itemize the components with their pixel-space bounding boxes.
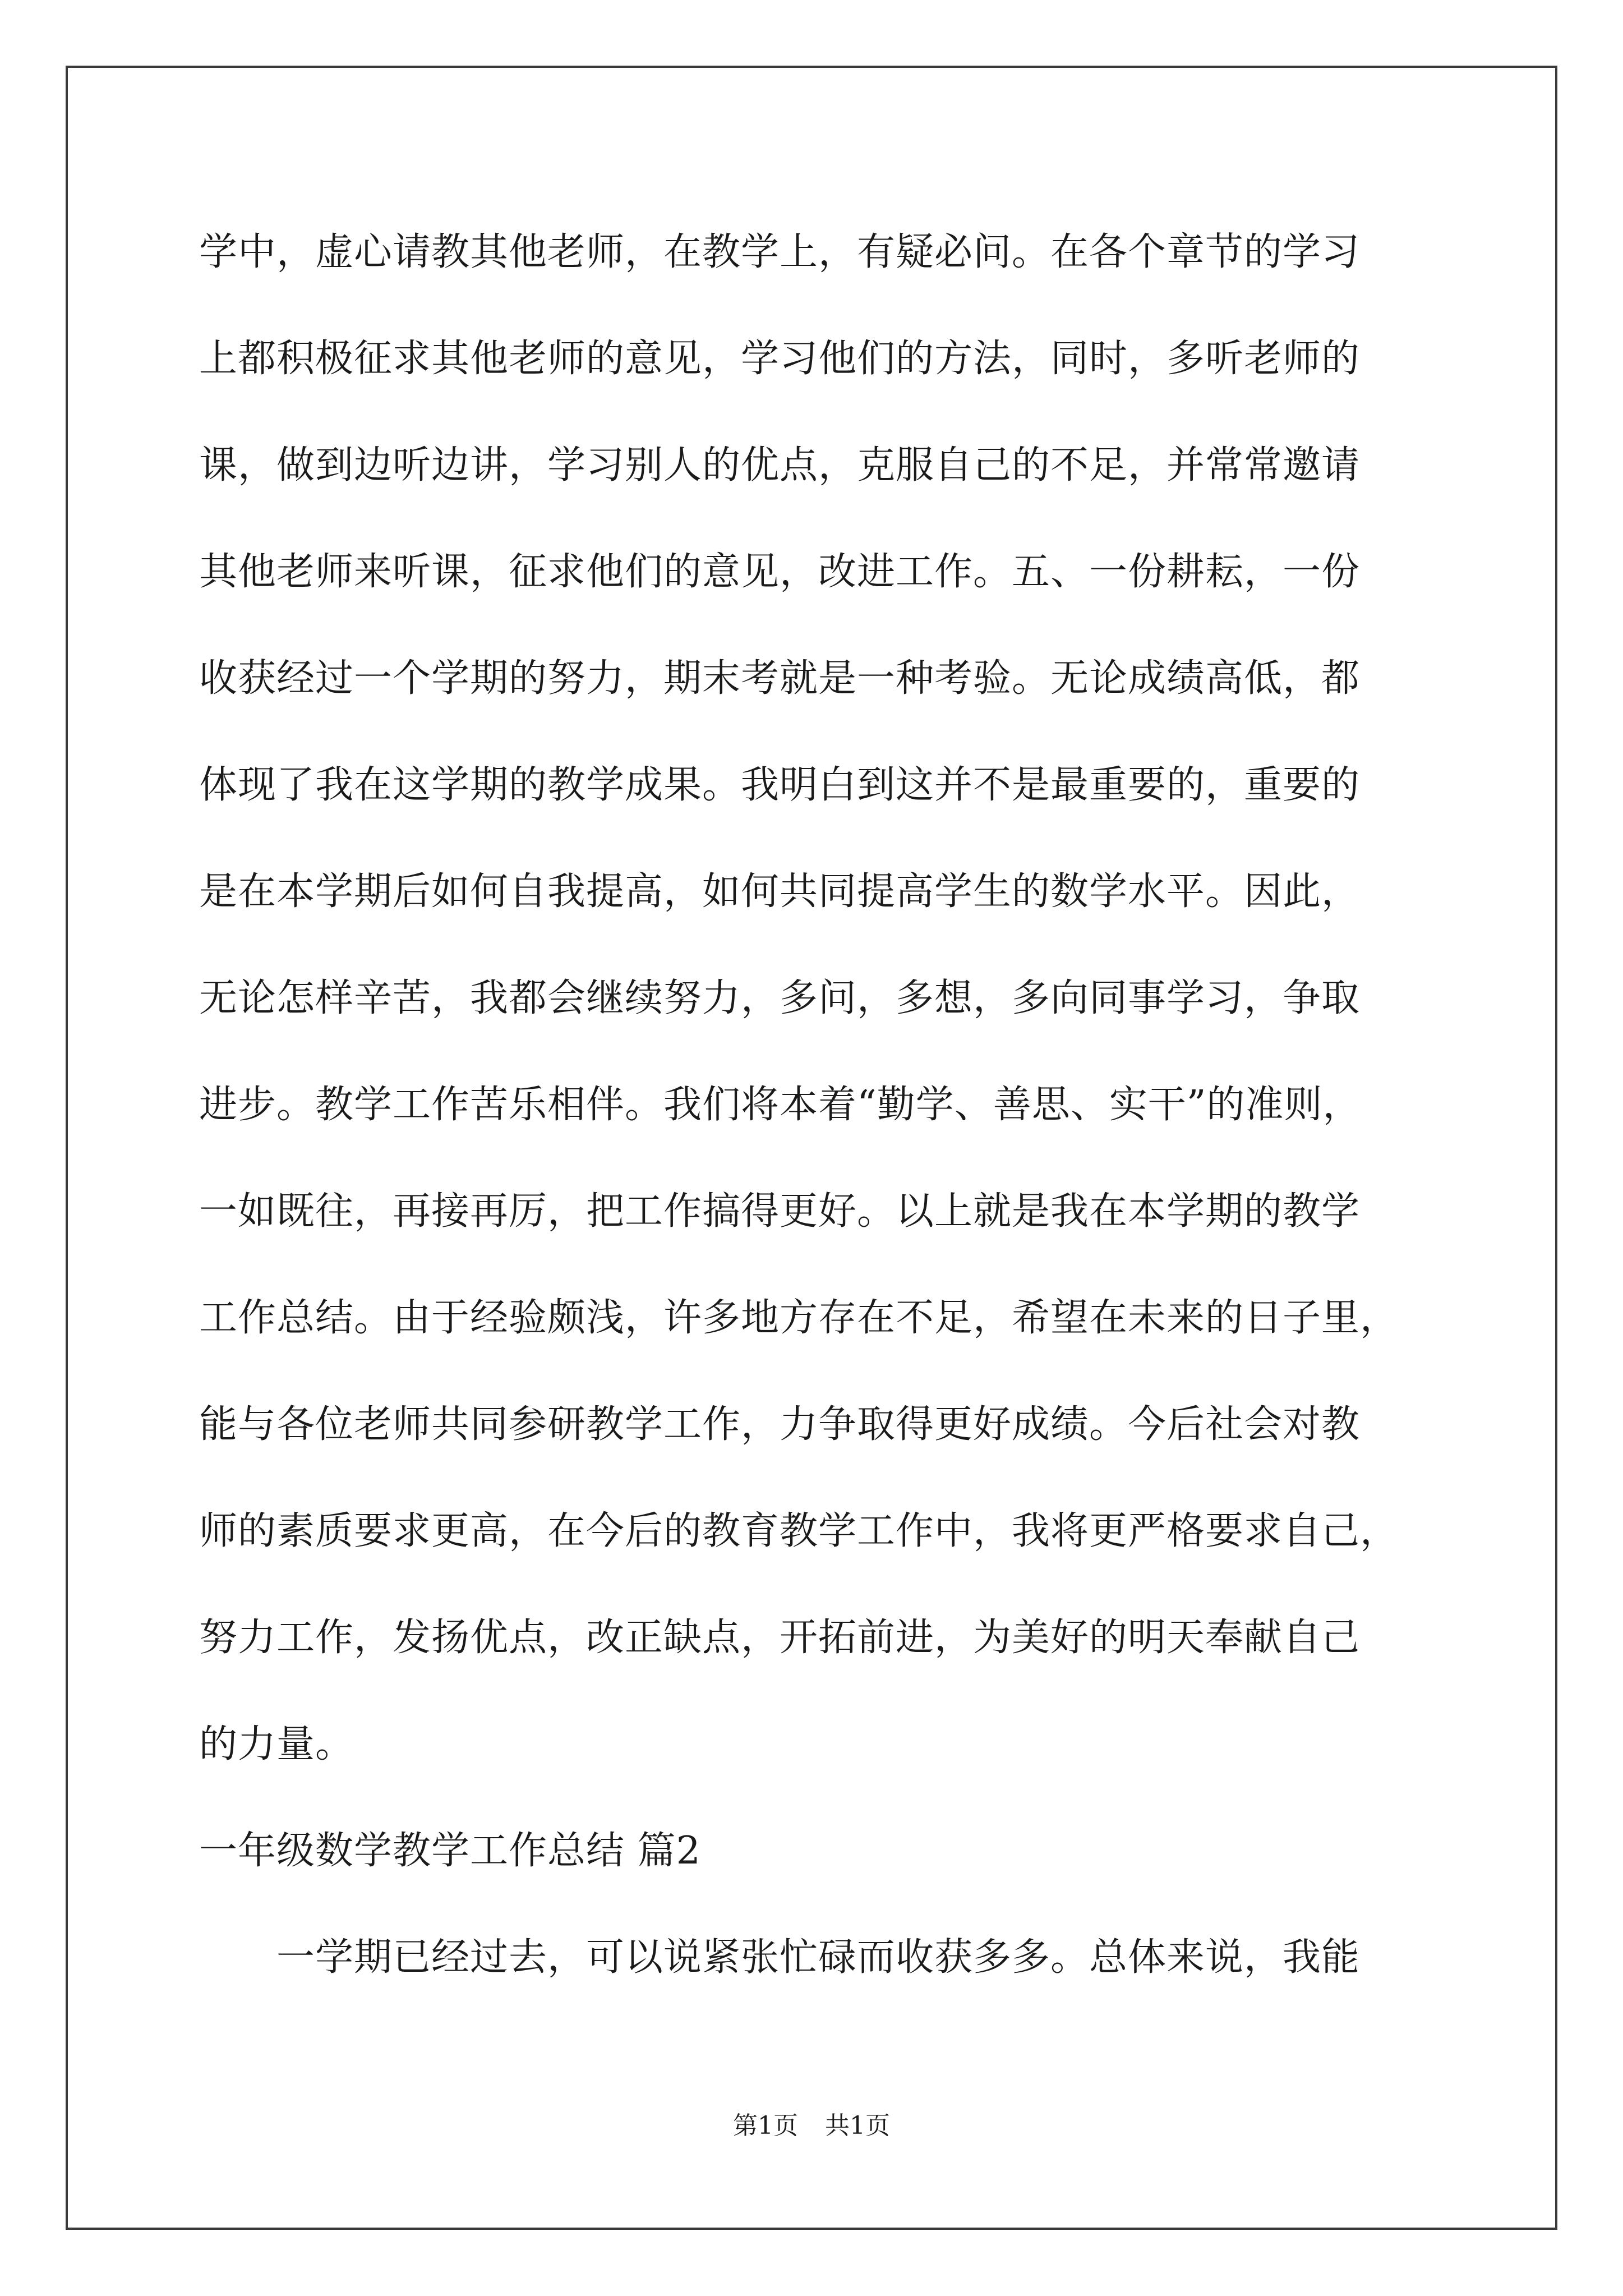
section-heading: 一年级数学教学工作总结 篇2: [199, 1829, 701, 1873]
page-footer: [0, 2109, 1623, 2143]
total-pages: 共1页: [825, 2111, 890, 2140]
text-line: 工作总结。由于经验颇浅，许多地方存在不足，希望在未来的日子里，: [199, 1296, 1399, 1340]
text-line: 一如既往，再接再厉，把工作搞得更好。以上就是我在本学期的教学: [199, 1189, 1361, 1234]
text-line: 课，做到边听边讲，学习别人的优点，克服自己的不足，并常常邀请: [199, 443, 1361, 487]
text-line: 的力量。: [199, 1722, 354, 1766]
text-line: 是在本学期后如何自我提高，如何共同提高学生的数学水平。因此，: [199, 869, 1361, 914]
text-line: 能与各位老师共同参研教学工作，力争取得更好成绩。今后社会对教: [199, 1402, 1361, 1447]
document-body: [199, 219, 1455, 2031]
text-line: 一学期已经过去，可以说紧张忙碌而收获多多。总体来说，我能: [199, 1935, 1361, 1980]
text-line: 上都积极征求其他老师的意见，学习他们的方法，同时，多听老师的: [199, 337, 1361, 381]
text-line: 收获经过一个学期的努力，期末考就是一种考验。无论成绩高低，都: [199, 656, 1361, 701]
text-line: 努力工作，发扬优点，改正缺点，开拓前进，为美好的明天奉献自己: [199, 1616, 1361, 1660]
text-line: 无论怎样辛苦，我都会继续努力，多问，多想，多向同事学习，争取: [199, 976, 1361, 1020]
text-line: 师的素质要求更高，在今后的教育教学工作中，我将更严格要求自己，: [199, 1509, 1399, 1553]
text-line: 学中，虚心请教其他老师，在教学上，有疑必问。在各个章节的学习: [199, 230, 1361, 274]
text-line: 体现了我在这学期的教学成果。我明白到这并不是最重要的，重要的: [199, 763, 1361, 807]
text-line: 其他老师来听课，征求他们的意见，改进工作。五、一份耕耘，一份: [199, 550, 1361, 594]
text-line: 进步。教学工作苦乐相伴。我们将本着“勤学、善思、实干”的准则，: [199, 1083, 1362, 1127]
page-number: 第1页: [733, 2111, 798, 2140]
